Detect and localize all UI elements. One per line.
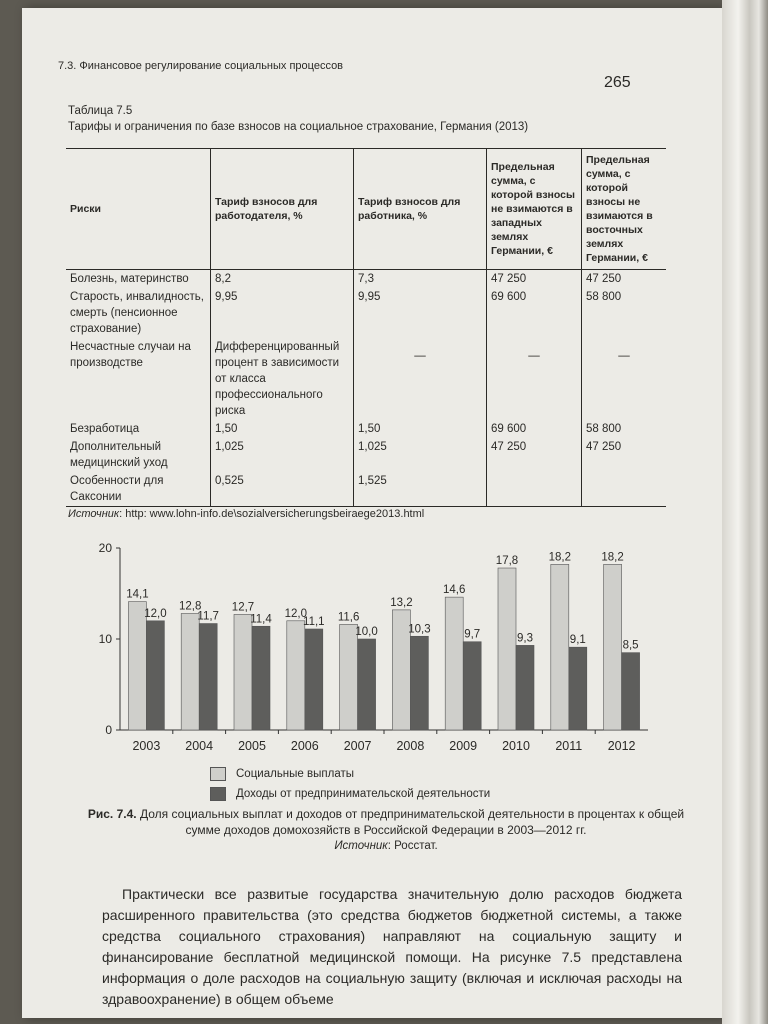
bar-business: [146, 621, 164, 730]
table-row: [66, 438, 666, 472]
cell-west: 47 250: [487, 270, 582, 289]
cell-risk: Несчастные случаи на производстве: [70, 341, 191, 369]
body-paragraph: [102, 884, 682, 1010]
x-tick-label: 2007: [343, 739, 372, 753]
data-label: 18,2: [548, 551, 571, 564]
bar-social: [340, 624, 358, 730]
table-caption: Тарифы и ограничения по базе взносов на социальное страхование, Германия (2013): [68, 121, 529, 133]
cell-employer: 0,525: [211, 472, 354, 507]
x-tick-label: 2012: [607, 739, 636, 753]
table-header-row: [66, 149, 666, 270]
header-west-limit: Предельная сумма, с которой взносы не взимаются в западных землях Германии, €: [487, 149, 582, 270]
table-row: [66, 420, 666, 438]
legend-label-business: Доходы от предпринимательской деятельности: [236, 788, 491, 800]
data-label: 12,0: [144, 607, 167, 620]
table-label: Таблица 7.5: [68, 105, 133, 117]
cell-east: 47 250: [582, 438, 667, 472]
y-tick-label: 20: [98, 541, 112, 555]
book-page: [22, 8, 722, 1018]
cell-west: 69 600: [487, 420, 582, 438]
x-tick-label: 2006: [290, 739, 319, 753]
bar-social: [234, 614, 252, 730]
cell-employee: 9,95: [354, 288, 487, 338]
bar-social: [551, 564, 569, 730]
header-employee-rate: Тариф взносов для работника, %: [354, 149, 487, 270]
header-employer-rate: Тариф взносов для работодателя, %: [211, 149, 354, 270]
bar-social: [498, 568, 516, 730]
cell-employee: 7,3: [354, 270, 487, 289]
cell-employer: Дифференцированный процент в зависимости от класса профессионального риска: [211, 338, 354, 420]
cell-employer: 1,50: [211, 420, 354, 438]
cell-risk: Особенности для Саксонии: [70, 475, 164, 503]
figure-source-value: Росстат.: [394, 840, 438, 852]
bar-business: [252, 626, 270, 730]
cell-east: [582, 472, 667, 507]
bar-social: [128, 602, 146, 730]
table-row: [66, 472, 666, 507]
x-tick-label: 2010: [502, 739, 530, 753]
x-tick-label: 2009: [449, 739, 478, 753]
data-label: 9,1: [569, 634, 586, 647]
body-paragraph-text: Практически все развитые государства значительную долю расходов бюджета расширенного правительства (это средства бюджетов бюджетной системы, а также средства социального страхования) направляют на социальную защиту и финансирование бесплатной медицинской помощи. На рисунке 7.5 представлена информация о доле расходов на социальную защиту (включая и исключая расходы на здравоохранение) в общем объеме: [102, 886, 682, 1007]
x-tick-label: 2011: [555, 739, 583, 753]
cell-risk: Дополнительный медицинский уход: [70, 441, 168, 469]
header-east-limit: Предельная сумма, с которой взносы не взимаются в восточных землях Германии, €: [582, 149, 667, 270]
x-tick-label: 2003: [132, 739, 161, 753]
data-label: 8,5: [622, 639, 639, 652]
table-row: [66, 338, 666, 420]
data-label: 17,8: [495, 555, 519, 568]
bar-social: [604, 564, 622, 730]
bar-business: [569, 647, 587, 730]
bar-business: [410, 636, 428, 730]
data-label: 12,8: [179, 600, 202, 613]
bar-business: [463, 642, 481, 730]
cell-employer: 1,025: [211, 438, 354, 472]
table-source-label: Источник: [68, 508, 120, 520]
legend-swatch-business: [210, 787, 226, 801]
cell-employee: 1,525: [354, 472, 487, 507]
data-label: 12,7: [231, 601, 255, 614]
figure-caption-text: Доля социальных выплат и доходов от предпринимательской деятельности в процентах к общей сумме доходов домохозяйств в Российской Федерации в 2003—2012 гг.: [139, 807, 685, 837]
figure-source: Источник: Росстат.: [334, 840, 438, 852]
figure-caption: [86, 806, 686, 854]
cell-west: —: [487, 338, 582, 420]
cell-risk: Безработица: [70, 423, 140, 435]
legend-swatch-social: [210, 767, 226, 781]
cell-employer: 9,95: [211, 288, 354, 338]
running-header: 7.3. Финансовое регулирование социальных процессов: [58, 60, 344, 72]
cell-risk: Старость, инвалидность, смерть (пенсионное страхование): [70, 291, 204, 335]
x-tick-label: 2004: [185, 739, 214, 753]
bar-social: [287, 621, 305, 730]
table-row: [66, 270, 666, 289]
cell-east: 58 800: [582, 420, 667, 438]
cell-risk: Болезнь, материнство: [70, 273, 189, 285]
cell-east: 47 250: [582, 270, 667, 289]
header-risks: Риски: [66, 149, 211, 270]
cell-employee: 1,50: [354, 420, 487, 438]
y-tick-label: 10: [98, 632, 112, 646]
rates-table: [66, 148, 666, 507]
bar-social: [181, 614, 199, 730]
data-label: 11,6: [337, 611, 360, 624]
figure-source-label: Источник: [334, 840, 388, 852]
bar-business: [622, 653, 640, 730]
data-label: 12,0: [284, 607, 307, 620]
page-number: 265: [604, 74, 631, 91]
bar-business: [516, 645, 534, 730]
table-row: [66, 288, 666, 338]
table-source-url: http: www.lohn-info.de\sozialversicherungsbeiraege2013.html: [125, 508, 425, 520]
chart-legend: [210, 764, 490, 804]
cell-west: 69 600: [487, 288, 582, 338]
data-label: 11,4: [250, 613, 272, 626]
cell-employee: 1,025: [354, 438, 487, 472]
bar-business: [199, 624, 217, 730]
data-label: 9,7: [464, 628, 481, 641]
cell-east: 58 800: [582, 288, 667, 338]
data-label: 14,6: [443, 584, 466, 597]
cell-east: —: [582, 338, 667, 420]
book-page-edges: [722, 0, 768, 1024]
data-label: 13,2: [390, 596, 413, 609]
cell-employer: 8,2: [211, 270, 354, 289]
cell-west: 47 250: [487, 438, 582, 472]
data-label: 11,7: [197, 610, 219, 623]
data-label: 11,1: [303, 615, 325, 628]
data-label: 14,1: [126, 588, 149, 601]
data-label: 18,2: [601, 551, 624, 564]
data-label: 9,3: [517, 632, 533, 645]
cell-west: [487, 472, 582, 507]
figure-label: Рис. 7.4.: [87, 807, 137, 821]
x-tick-label: 2005: [238, 739, 266, 753]
legend-item-social: [210, 764, 490, 784]
cell-employee: —: [354, 338, 487, 420]
data-label: 10,0: [355, 626, 378, 638]
legend-label-social: Социальные выплаты: [236, 768, 355, 780]
bar-business: [305, 629, 323, 730]
bar-chart: [72, 538, 662, 758]
bar-social: [445, 597, 463, 730]
legend-item-business: [210, 784, 490, 804]
table-source: Источник: http: www.lohn-info.de\sozialversicherungsbeiraege2013.html: [68, 508, 425, 520]
bar-business: [358, 639, 376, 730]
y-tick-label: 0: [105, 723, 112, 737]
x-tick-label: 2008: [396, 739, 425, 753]
data-label: 10,3: [408, 623, 431, 636]
